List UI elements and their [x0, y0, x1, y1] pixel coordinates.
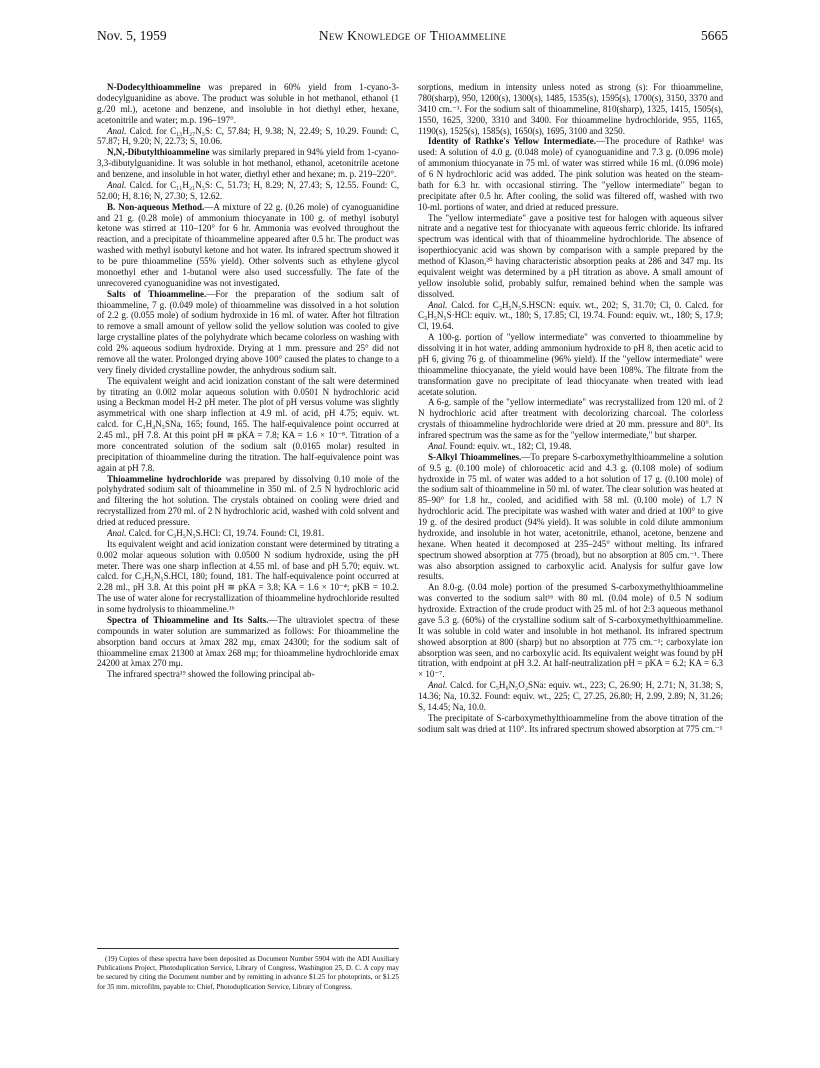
paragraph-text: A 100-g. portion of "yellow intermediate" was converted to thioammeline by dissolving it in hot water, adding ammonium hydroxide to pH 8, then acetic acid to pH 6, giving 76 g. of thioammeline (96% yield). If the "yellow intermediate" were thioammeline thiocyanate, the yield would have been 108%. The filtrate from the transformation gave no precipitate of lead thiocyanate when treated with lead acetate solution. [418, 332, 723, 397]
paragraph-heading: Thioammeline hydrochloride [107, 473, 222, 484]
paragraph-text: was prepared in 60% yield from 1-cyano-3-dodecylguanidine as above. The product was soluble in hot methanol, ethanol (1 g./20 ml.), acetone and benzene, and insoluble in hot diethyl ether, hexane, acetonitrile and water; m.p. 196–197°. [97, 82, 399, 125]
paragraph-text: —For the preparation of the sodium salt of thioammeline, 7 g. (0.049 mole) of thioammeline was dissolved in a hot solution of 2.2 g. (0.055 mole) of sodium hydroxide in 16 ml. of water. After hot filtration to remove a small amount of yellow solid the yellow solution was cooled to give large crystalline plates of the polyhydrate which became colorless on washing with cold 2% aqueous sodium hydroxide. Drying at 1 mm. pressure and 25° did not remove all the water. Prolonged drying above 100° caused the plates to change to a very finely divided crystalline powder, the anhydrous sodium salt. [97, 288, 399, 375]
paragraph-text: The precipitate of S-carboxymethylthioammeline from the above titration of the sodium salt was dried at 110°. Its infrared spectrum showed absorption at 775 cm.⁻¹ [418, 712, 723, 734]
paragraph-text: —The ultraviolet spectra of these compounds in water solution are summarized as follows: For thioammeline the absorption band occurs at λmax 282 mμ, εmax 24300; for the sodium salt of thioammeline εmax 21300 at λmax 268 mμ; for thioammeline hydrochloride εmax 24200 at λmax 270 mμ. [97, 614, 399, 669]
running-header [97, 28, 728, 48]
paragraph-text: An 8.0-g. (0.04 mole) portion of the presumed S-carboxymethylthioammeline was converted to the sodium salt¹⁶ with 80 ml. (0.04 mole) of 0.5 N sodium hydroxide. Extraction of the crude product with 25 ml. of hot 2:3 aqueous methanol gave 5.3 g. (60%) of the crystalline sodium salt of S-carboxymethylthioammeline. It was soluble in cold water and insoluble in hot methanol. Its infrared spectrum showed absorption at 800 (sharp) but no absorption at 775 cm.⁻¹; carboxylate ion absorption was seen, and no carboxylic acid. Its equivalent weight was found by pH titration, with endpoint at pH 3.2. At half-neutralization pH = pKA = 6.2; KA = 6.3 × 10⁻⁷. [418, 582, 723, 680]
header-page-number: 5665 [701, 28, 728, 43]
right-column [418, 82, 723, 735]
paragraph-heading: Identity of Rathke's Yellow Intermediate. [428, 136, 596, 147]
paragraph [418, 213, 723, 300]
paragraph-heading: B. Non-aqueous Method. [107, 201, 205, 212]
paragraph [97, 126, 399, 148]
paragraph [418, 332, 723, 397]
analysis-label: Anal. [428, 680, 448, 691]
paragraph [97, 202, 399, 289]
paragraph [97, 528, 399, 539]
paragraph [97, 147, 399, 180]
header-date: Nov. 5, 1959 [97, 28, 167, 43]
paragraph-text: A 6-g. sample of the "yellow intermediate" was recrystallized from 120 ml. of 2 N hydrochloric acid after treatment with decolorizing charcoal. The colorless crystals of thioammeline hydrochloride were dried at 20 mm. pressure and 80°. Its infrared spectrum was the same as for the "yellow intermediate," but sharper. [418, 397, 723, 440]
paragraph [97, 180, 399, 202]
left-column [97, 82, 399, 680]
paragraph-text: was prepared by dissolving 0.10 mole of the polyhydrated sodium salt of thioammeline in 350 ml. of 2.5 N hydrochloric acid and filtering the hot solution. The crystals obtained on cooling were dried and recrystallized from 270 ml. of 2 N hydrochloric acid, washed with cold solvent and dried at reduced pressure. [97, 473, 400, 527]
header-title: New Knowledge of Thioammeline [318, 28, 507, 43]
paragraph [418, 441, 723, 452]
analysis-label: Anal. [107, 125, 127, 136]
paragraph [97, 376, 399, 474]
paragraph [418, 680, 723, 713]
paragraph-heading: Salts of Thioammeline. [107, 288, 207, 299]
paragraph-text: The equivalent weight and acid ionization constant of the salt were determined by titrating an 0.002 molar aqueous solution with 0.0501 N hydrochloric acid using a Beckman model H-2 pH meter. The plot of pH versus volume was slightly asymmetrical with one sharp inflection at 4.9 ml. of acid, pH 4.75; equiv. wt. calcd. for C₃H₄N₅SNa, 165; found, 165. The half-equivalence point occurred at 2.45 ml., pH 7.8. At this point pH ≅ pKA = 7.8; KA = 1.6 × 10⁻⁸. Titration of a more concentrated solution of the sodium salt (0.0165 molar) resulted in precipitation of thioammeline during the titration. The half-equivalence point was again at pH 7.8. [97, 375, 399, 473]
paragraph [97, 669, 399, 680]
paragraph-heading: Spectra of Thioammeline and Its Salts. [107, 614, 269, 625]
paragraph-text: —The procedure of Rathke¹ was used: A solution of 4.0 g. (0.048 mole) of cyanoguanidine and 7.3 g. (0.096 mole) of ammonium thiocyanate in 75 ml. of water was stirred while 16 ml. (0.096 mole) of 6 N hydrochloric acid was added. The pink solution was heated on the steam-bath for 6.3 hr. with occasional stirring. The "yellow intermediate" began to precipitate after 0.5 hr. After cooling, the solid was filtered off, washed with two 10-ml. portions of water, and dried at reduced pressure. [418, 136, 723, 212]
footnote-19: (19) Copies of these spectra have been deposited as Document Number 5904 with the ADI Auxiliary Publications Project, Photoduplication Service, Library of Congress, Washington 25, D. C. A copy may be secured by citing the Document number and by remitting in advance $1.25 for photoprints, or $1.25 for 35 mm. microfilm, payable to: Chief, Photoduplication Service, Library of Congress. [97, 955, 399, 991]
paragraph-text: The infrared spectra¹⁹ showed the following principal ab- [107, 669, 315, 680]
paragraph [418, 582, 723, 680]
paragraph-heading: N,N,-Dibutylthioammeline [107, 147, 210, 158]
paragraph-text: —To prepare S-carboxymethylthioammeline a solution of 9.5 g. (0.100 mole) of chloroacetic acid and 4.3 g. (0.108 mole) of sodium hydroxide in 75 ml. of water was added to a hot solution of 17 g. (0.100 mole) of the sodium salt of thioammeline in 50 ml. of water. The clear solution was heated at 85–90° for 1.8 hr., cooled, and acidified with 58 ml. (0.100 mole) of 1.7 N hydrochloric acid. The precipitate was washed with water and dried at 100° to give 19 g. of the desired product (94% yield). It was soluble in cold dilute ammonium hydroxide, and insoluble in hot water, acetonitrile, ethanol, acetone, benzene and hexane. When heated it decomposed at 235–245° without melting. Its infrared spectrum showed absorption at 775 (broad), but no absorption at 805 cm.⁻¹. There was also absorption assigned to carboxylic acid. Analysis for sulfur gave low results. [418, 451, 723, 582]
paragraph-text: was similarly prepared in 94% yield from 1-cyano-3,3-dibutylguanidine. It was soluble in hot methanol, ethanol, acetonitrile acetone and benzene, and insoluble in hot water, diethyl ether and hexane; m. p. 219–220°. [97, 147, 399, 179]
paragraph-heading: N-Dodecylthioammeline [107, 82, 201, 92]
paragraph [97, 474, 399, 528]
paragraph-text: Calcd. for C₃H₅N₅S.HSCN: equiv. wt., 202; S, 31.70; Cl, 0. Calcd. for C₃H₅N₅S·HCl: equiv. wt., 180; S, 17.85; Cl, 19.74. Found: equiv. wt., 180; S, 17.9; Cl, 19.64. [418, 299, 723, 332]
paragraph-text: Calcd. for C₁₁H₂₁N₅S: C, 51.73; H, 8.29; N, 27.43; S, 12.55. Found: C, 52.00; H, 8.16; N, 27.30; S, 12.62. [97, 179, 399, 201]
footnote-divider [97, 948, 399, 949]
paragraph-text: The "yellow intermediate" gave a positive test for halogen with aqueous silver nitrate and a negative test for thiocyanate with aqueous ferric chloride. Its infrared spectrum was identical with that of thioammeline hydrochloride. The absence of isoperthiocyanic acid was shown by comparison with a sample prepared by the method of Klason,²⁰ having characteristic absorption peaks at 286 and 347 mμ. Its equivalent weight was determined by a pH titration as above. A small amount of yellow insoluble solid, probably sulfur, remained behind when the sample was dissolved. [418, 212, 723, 299]
paragraph [97, 615, 399, 669]
paragraph-text: Calcd. for C₅H₆N₅O₂SNa: equiv. wt., 223; C, 26.90; H, 2.71; N, 31.38; S, 14.36; Na, 10.32. Found: equiv. wt., 225; C, 27.25, 26.80; H, 2.99, 2.89; N, 31.26; S, 14.45; Na, 10.0. [418, 680, 723, 712]
paragraph-text: sorptions, medium in intensity unless noted as strong (s): For thioammeline, 780(sharp), 950, 1200(s), 1300(s), 1485, 1535(s), 1595(s), 1700(s), 3150, 3370 and 3410 cm.⁻¹. For the sodium salt of thioammeline, 810(sharp), 1325, 1415, 1505(s), 1550, 1625, 3200, 3310 and 3400. For thioammeline hydrochloride, 955, 1165, 1190(s), 1525(s), 1585(s), 1650(s), 1695, 3100 and 3250. [418, 82, 723, 136]
paragraph [97, 289, 399, 376]
analysis-label: Anal. [428, 299, 448, 310]
paragraph-text: —A mixture of 22 g. (0.26 mole) of cyanoguanidine and 21 g. (0.28 mole) of ammonium thiocyanate in 100 g. of methyl isobutyl ketone was stirred at 110–120° for 6 hr. Ammonia was evolved throughout the reaction, and a precipitate of thioammeline appeared after 0.5 hr. The product was washed with methyl isobutyl ketone and hot water. Its infrared spectrum showed it to be pure thioammeline (55% yield). Other solvents such as ethylene glycol monoethyl ether and 1-butanol were also used successfully. The fate of the unrecovered cyanoguanidine was not investigated. [97, 201, 399, 288]
paragraph-text: Its equivalent weight and acid ionization constant were determined by titrating a 0.002 molar aqueous solution with 0.0500 N sodium hydroxide, using the pH meter. There was one sharp inflection at 4.55 ml. of base and pH 5.70; equiv. wt. calcd. for C₃H₅N₅S.HCl, 180; found, 181. The half-equivalence point occurred at 2.28 ml., pH 3.8. At this point pH ≅ pKA = 3.8; KA = 1.6 × 10⁻⁴; pKB = 10.2. The use of water alone for recrystallization of thioammeline hydrochloride resulted in some hydrolysis to thioammeline.¹ᵇ [97, 538, 399, 614]
paragraph-text: Found: equiv. wt., 182; Cl, 19.48. [447, 440, 572, 451]
paragraph [418, 713, 723, 735]
analysis-label: Anal. [107, 527, 127, 538]
paragraph [418, 136, 723, 212]
paragraph-heading: S-Alkyl Thioammelines. [428, 451, 522, 462]
paragraph [97, 82, 399, 126]
paragraph [97, 539, 399, 615]
paragraph-text: Calcd. for C₁₅H₂₇N₅S: C, 57.84; H, 9.38; N, 22.49; S, 10.29. Found: C, 57.87; H, 9.20; N, 22.73; S, 10.06. [97, 125, 399, 147]
paragraph-text: Calcd. for C₃H₅N₅S.HCl: Cl, 19.74. Found: Cl, 19.81. [126, 527, 325, 538]
paragraph [418, 452, 723, 583]
paragraph [418, 397, 723, 441]
analysis-label: Anal. [428, 440, 448, 451]
paragraph [418, 82, 723, 136]
paragraph [418, 300, 723, 333]
analysis-label: Anal. [107, 179, 127, 190]
